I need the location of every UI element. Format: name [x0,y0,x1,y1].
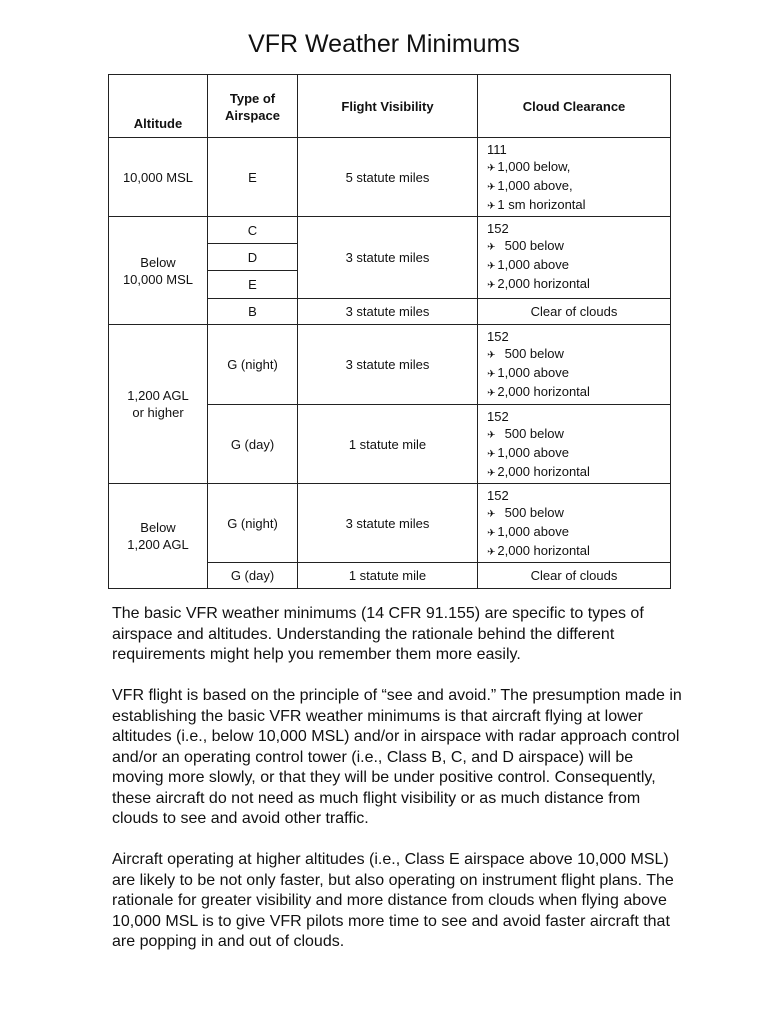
table-header-row [109,75,671,138]
plane-arrow-icon: ✈ [487,509,496,520]
altitude-cell: 10,000 MSL [109,138,208,217]
vfr-minimums-table [108,74,671,589]
visibility-cell: 3 statute miles [298,299,478,325]
clearance-cell [478,484,671,563]
airspace-cell: G (night) [208,325,298,405]
clearance-cell: Clear of clouds [478,563,671,589]
visibility-cell: 5 statute miles [298,138,478,217]
paragraph: VFR flight is based on the principle of “see and avoid.” The presumption made in establishing the basic VFR weather minimums is that aircraft flying at lower altitudes (i.e., below 10,000 MSL) and/or in airspace with radar approach control and/or an operating control tower (i.e., Class B, C, and D airspace) will be moving more slowly, or that they will be under positive control. Consequently, these aircraft do not need as much flight visibility or as much distance from clouds to see and avoid other traffic. [112,687,682,827]
clearance-line: ✈ 500 below [487,238,564,253]
visibility-cell: 3 statute miles [298,217,478,299]
plane-arrow-icon: ✈ [487,201,496,212]
clearance-code: 152 [487,488,509,503]
plane-arrow-icon: ✈ [487,449,496,460]
plane-arrow-icon: ✈ [487,182,496,193]
header-type-line1: Type of [229,91,276,106]
visibility-cell: 1 statute mile [298,563,478,589]
airspace-cell: G (night) [208,484,298,563]
table-row [109,138,671,217]
altitude-cell: Below 10,000 MSL [109,217,208,325]
page-title: VFR Weather Minimums [248,30,520,58]
clearance-line: ✈ 500 below [487,426,564,441]
clearance-cell [478,138,671,217]
clearance-line: ✈ 1,000 above [487,524,569,539]
visibility-cell: 3 statute miles [298,325,478,405]
table-row [109,484,671,563]
header-type-of-airspace [208,75,298,138]
altitude-cell: 1,200 AGL or higher [109,325,208,484]
clearance-code: 152 [487,221,509,236]
plane-arrow-icon: ✈ [487,369,496,380]
plane-arrow-icon: ✈ [487,163,496,174]
clearance-line: ✈ 1,000 above [487,257,569,272]
airspace-cell: E [208,271,298,299]
clearance-line: ✈ 1 sm horizontal [487,197,586,212]
plane-arrow-icon: ✈ [487,261,496,272]
clearance-cell [478,405,671,484]
clearance-line: ✈ 2,000 horizontal [487,384,590,399]
clearance-line: ✈ 2,000 horizontal [487,276,590,291]
plane-arrow-icon: ✈ [487,430,496,441]
clearance-line: ✈ 1,000 above [487,445,569,460]
airspace-cell: C [208,217,298,244]
altitude-cell: Below 1,200 AGL [109,484,208,589]
clearance-cell: Clear of clouds [478,299,671,325]
clearance-line: ✈ 500 below [487,505,564,520]
clearance-cell [478,325,671,405]
plane-arrow-icon: ✈ [487,468,496,479]
plane-arrow-icon: ✈ [487,280,496,291]
clearance-code: 152 [487,329,509,344]
header-cloud-clearance: Cloud Clearance [478,75,671,138]
clearance-cell [478,217,671,299]
header-altitude: Altitude [109,75,208,138]
visibility-cell: 1 statute mile [298,405,478,484]
paragraph: Aircraft operating at higher altitudes (i.e., Class E airspace above 10,000 MSL) are likely to be not only faster, but also operating on instrument flight plans. The rationale for greater visibility and more distance from clouds when flying above 10,000 MSL is to give VFR pilots more time to see and avoid faster aircraft that are popping in and out of clouds. [112,851,674,950]
airspace-cell: G (day) [208,405,298,484]
body-text [112,604,682,973]
clearance-line: ✈ 2,000 horizontal [487,543,590,558]
table-row [109,325,671,405]
clearance-line: ✈ 1,000 above, [487,178,573,193]
header-type-line2: Airspace [225,108,280,123]
clearance-line: ✈ 1,000 above [487,365,569,380]
plane-arrow-icon: ✈ [487,242,496,253]
clearance-code: 111 [487,142,507,157]
visibility-cell: 3 statute miles [298,484,478,563]
clearance-line: ✈ 1,000 below, [487,159,571,174]
airspace-cell: G (day) [208,563,298,589]
airspace-cell: D [208,244,298,271]
header-flight-visibility: Flight Visibility [298,75,478,138]
paragraph: The basic VFR weather minimums (14 CFR 91.155) are specific to types of airspace and altitudes. Understanding the rationale behind the different requirements might help you remember them more easily. [112,605,644,663]
clearance-code: 152 [487,409,509,424]
clearance-line: ✈ 500 below [487,346,564,361]
plane-arrow-icon: ✈ [487,528,496,539]
plane-arrow-icon: ✈ [487,388,496,399]
clearance-line: ✈ 2,000 horizontal [487,464,590,479]
plane-arrow-icon: ✈ [487,547,496,558]
plane-arrow-icon: ✈ [487,350,496,361]
airspace-cell: B [208,299,298,325]
airspace-cell: E [208,138,298,217]
table-row [109,217,671,244]
